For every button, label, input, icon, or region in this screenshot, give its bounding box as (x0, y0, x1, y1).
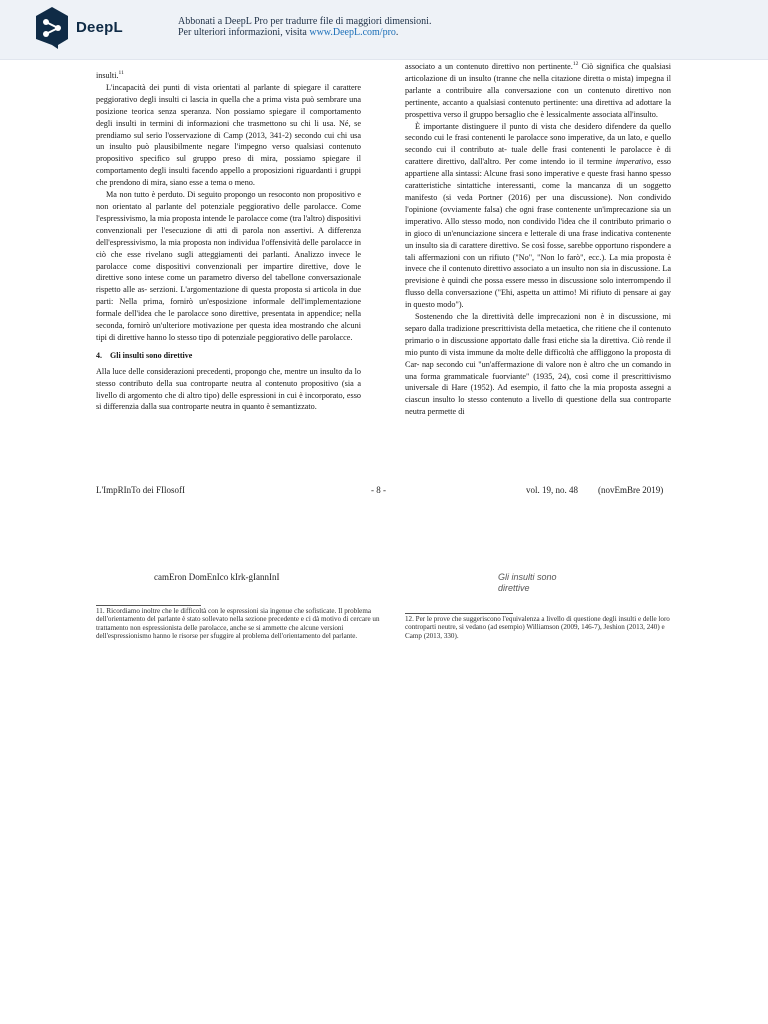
pro-promo-text (178, 16, 431, 38)
page-footer (96, 485, 668, 499)
paragraph: insulti.$^{11}$ (96, 70, 124, 80)
running-head-title: Gli insulti sono direttive (498, 572, 557, 593)
paragraph: Ma non tutto è perduto. Di seguito propongo un resoconto non propositivo e non orientato al parlante del potenziale peggiorativo delle parolacce. Come l'espressivismo, la mia proposta intende le parolacce come (tra l'altro) dispositivi convenzionali per l'esecuzione di atti di parola non assertivi. A differenza dell'espressivismo, la mia proposta non individua l'offensività delle parolacce in ciò che esse rivelano sugli atteggiamenti dei parlanti. Analizzo invece le parolacce come dispositivi convenzionali per impartire direttive, dove le direttive sono intese come un parametro diverso del tabellone conversazionale rispetto alle as- serzioni. L'argomentazione di questa proposta si articola in due parti: Nella prima, fornirò un'esposizione informale dell'implementazione formale dell'idea che le parolacce sono direttive, presentata in appendice; nella seconda, fornirò un'ulteriore motivazione per questa idea mostrando che alcuni tipi di direttive hanno lo stesso tipo di potenziale peggiorativo delle parolacce. (96, 190, 361, 342)
promo-line-2: Per ulteriori informazioni, visita www.DeepL.com/pro. (178, 27, 399, 38)
page-number: - 8 - (371, 485, 386, 495)
footnote-rule (405, 613, 513, 614)
paragraph: L'incapacità dei punti di vista orientati al parlante di spiegare il carattere peggiorativo degli insulti ci lascia in quella che a prima vista può sembrare una posizione teorica senza speranza. Non possiamo spiegare il comportamento degli insulti in termini di informazioni che trasmettono su chi li usa. Né, se prendiamo sul serio l'osservazione di Camp (2013, 341-2) secondo cui chi usa un insulto può plausibilmente negare l'impegno verso qualsiasi contenuto propositivo specifico sul gruppo preso di mira, possiamo spiegare il comportamento degli insulti facendo appello a proposizioni riguardanti i gruppi che prendono di mira, siano esse a tema o meno. (96, 82, 361, 188)
footnote-rule (96, 605, 201, 606)
promo-line-1: Abbonati a DeepL Pro per tradurre file di maggiori dimensioni. (178, 16, 432, 27)
deepl-logo-icon[interactable] (34, 6, 70, 50)
section-heading: 4. Gli insulti sono direttive (96, 350, 193, 360)
deepl-logo-text: DeepL (76, 19, 123, 36)
right-text-column (405, 61, 671, 418)
footnote-11: 11. Ricordiamo inoltre che le difficoltà con le espressioni sia ingenue che sofisticate. Il problema dell'orientamento del parlante è stato sollevato nella sezione precedente e ci dà motivo di cercare un trattamento non espressionista delle parolacce, anche se si ammette che alcune versioni dell'espressionismo hanno le risorse per sfuggire al problema dell'orientamento del parlante. (96, 607, 380, 641)
footnote-12: 12. Per le prove che suggeriscono l'equivalenza a livello di questione degli insulti e delle loro controparti neutre, si vedano (ad esempio) Williamson (2009, 146-7), Jeshion (2013, 240) e Camp (2013, 330). (405, 615, 670, 640)
journal-name: L'ImpRInTo dei FIlosofI (96, 485, 185, 495)
paragraph: Alla luce delle considerazioni precedenti, propongo che, mentre un insulto da lo stesso contributo della sua controparte neutra al contenuto propositivo (sia a livello di argomento che di altro tipo) delle espressioni in cui è incorporato, esso si differenzia dalla sua controparte neutra in quanto è semantizzato. (96, 366, 361, 412)
volume-info: vol. 19, no. 48 (526, 485, 579, 495)
running-head-author: camEron DomEnIco kIrk-gIannInI (154, 572, 280, 582)
paragraph: Sostenendo che la direttività delle imprecazioni non è in discussione, mi separo dalla tradizione prescrittivista della metaetica, che ritiene che il contenuto primario o in discussione apportato dalle frasi etiche sia la direttiva. Ciò rende il mio punto di vista immune da molte delle difficoltà che affliggono la proposta di Car- nap secondo cui "un'affermazione di valore non è altro che un comando in una forma grammaticale fuorviante" (1935, 24), così come il prescrittivismo universale di Hare (1952). Ad esempio, il fatto che la mia proposta assegni a ciascun insulto lo stesso contenuto a livello di questione della sua controparte neutra permette di (405, 312, 671, 417)
left-text-column (96, 70, 361, 413)
deepl-banner (0, 0, 768, 60)
deepl-pro-link[interactable]: www.DeepL.com/pro (309, 27, 396, 38)
issue-date: (novEmBre 2019) (598, 485, 664, 495)
paragraph: È importante distinguere il punto di vista che desidero difendere da quello secondo cui le frasi contenenti le parolacce sono imperative, da un lato, e quello secondo cui il contributo at- tuale delle frasi contenenti le parolacce è di carattere direttivo, dall'altro. Per come intendo io il termine imperativo, esso appartiene alla sintassi: Alcune frasi sono imperative e queste frasi hanno spesso caratteristiche sintattiche interessanti, come la mancanza di un soggetto manifesto (si veda Portner (2016) per una discussione). Non condivido l'opinione (ovviamente falsa) che ogni frase contenente un'imprecazione sia un imperativo. Allo stesso modo, non condivido l'idea che il contributo primario o in gioco di un'enunciazione sincera e letterale di una frase indicativa contenente un insulto sia di carattere direttivo. Se così fosse, sarebbe opportuno rispondere a tali affermazioni con un rifiuto ("No", "Non lo farò", ecc.). La mia proposta è invece che il contenuto direttivo associato a un insulto non sia in discussione. La previsione è quindi che possa essere messo in discussione solo interrompendo il flusso della conversazione ("Ehi, aspetta un attimo! Mi rifiuto di pensare ai gay in questo modo"). (405, 121, 671, 310)
footnote-ref-12[interactable]: 12 (572, 61, 579, 67)
paragraph: associato a un contenuto direttivo non pertinente.$^{12}$ Ciò significa che qualsiasi articolazione di un insulto (tranne che nella citazione diretta o mista) impegna il parlante a contribuire alla conversazione con un contenuto direttivo non pertinente, accanto a qualsiasi contenuto pertinente: una direttiva ad adottare la prospettiva verso il gruppo bersaglio che è lessicalmente associata all'insulto. (405, 61, 671, 119)
footnote-ref-11[interactable]: 11 (118, 70, 124, 76)
